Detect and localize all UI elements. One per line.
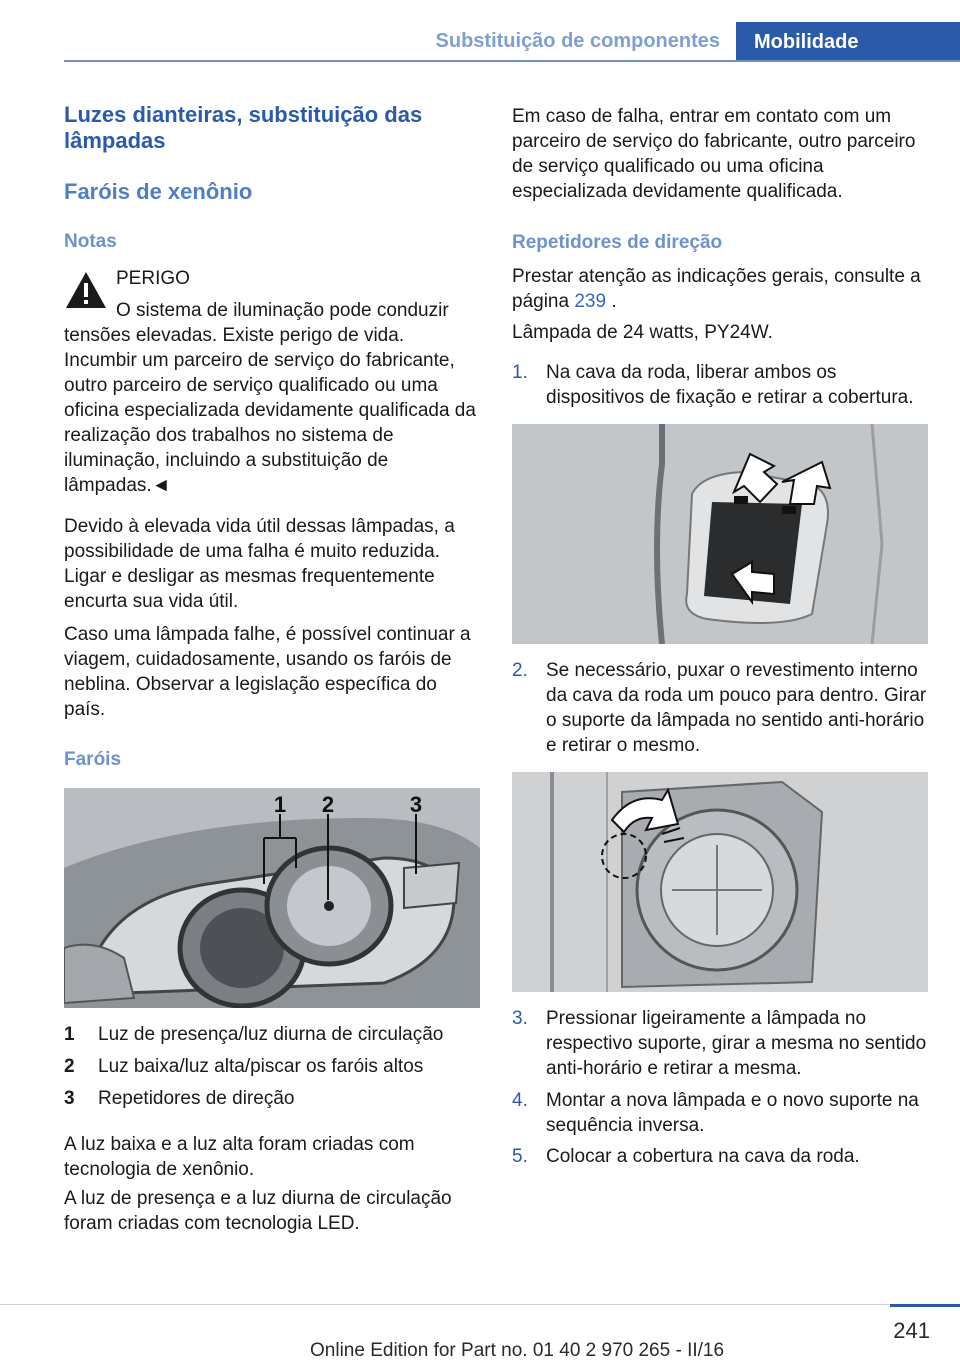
paragraph-fog-lights: Caso uma lâmpada falhe, é possível continuar a viagem, cuidadosamente, usando os faróis de neblina. Observar a legislação específica do país. (64, 624, 471, 720)
paragraph-reference (512, 264, 930, 314)
section-title: Luzes dianteiras, substituição das lâmpadas (64, 102, 423, 153)
step-text: Montar a nova lâmpada e o novo suporte na sequência inversa. (546, 1090, 919, 1136)
footer-rule (0, 1304, 960, 1305)
wheel-arch-illustration (512, 424, 928, 644)
page-reference-link[interactable]: 239 (574, 291, 607, 312)
headlights-heading: Faróis (64, 749, 122, 770)
page-number-rule (890, 1304, 960, 1307)
headlight-figure (64, 788, 480, 1008)
chapter-tab: Mobilidade (736, 22, 960, 62)
turn-signal-heading: Repetidores de direção (512, 232, 723, 253)
subsection-title: Faróis de xenônio (64, 179, 253, 204)
notes-heading: Notas (64, 231, 117, 252)
step-text: Na cava da roda, liberar ambos os dispositivos de fixação e retirar a cobertura. (546, 362, 914, 408)
warning-label: PERIGO (116, 268, 190, 289)
wheel-arch-figure (512, 424, 928, 644)
bulb-holder-illustration (512, 772, 928, 992)
step-number: 4. (512, 1090, 528, 1111)
step-number: 3. (512, 1008, 528, 1029)
legend-number: 2 (64, 1056, 75, 1077)
headlight-illustration (64, 788, 480, 1008)
edition-footer: Online Edition for Part no. 01 40 2 970 265 - II/16 (310, 1340, 725, 1361)
callout-1: 1 (273, 792, 287, 817)
step-text: Se necessário, puxar o revestimento interno da cava da roda um pouco para dentro. Girar o suporte da lâmpada no sentido anti-horário e retirar o mesmo. (546, 660, 927, 756)
header-rule (64, 60, 960, 62)
paragraph-xenon: A luz baixa e a luz alta foram criadas com tecnologia de xenônio. (64, 1134, 415, 1180)
step-text: Colocar a cobertura na cava da roda. (546, 1146, 860, 1167)
paragraph-service: Em caso de falha, entrar em contato com um parceiro de serviço do fabricante, outro parceiro de serviço qualificado ou uma oficina especializada devidamente qualificada. (512, 106, 916, 202)
legend-text: Luz baixa/luz alta/piscar os faróis altos (98, 1056, 424, 1077)
warning-text (64, 298, 482, 498)
legend-text: Repetidores de direção (98, 1088, 295, 1109)
running-header-section: Substituição de componentes (435, 30, 720, 52)
legend-number: 3 (64, 1088, 75, 1109)
bulb-holder-figure (512, 772, 928, 992)
legend-number: 1 (64, 1024, 75, 1045)
step-text: Pressionar ligeiramente a lâmpada no respectivo suporte, girar a mesma no sentido anti-horário e retirar a mesma. (546, 1008, 927, 1079)
step-number: 2. (512, 660, 528, 681)
page-number: 241 (893, 1318, 930, 1343)
callout-3: 3 (409, 792, 423, 817)
step-number: 1. (512, 362, 528, 383)
paragraph-lifespan: Devido à elevada vida útil dessas lâmpadas, a possibilidade de uma falha é muito reduzida. Ligar e desligar as mesmas frequentemente encurta sua vida útil. (64, 516, 455, 612)
legend-text: Luz de presença/luz diurna de circulação (98, 1024, 444, 1045)
step-number: 5. (512, 1146, 528, 1167)
paragraph-led: A luz de presença e a luz diurna de circulação foram criadas com tecnologia LED. (64, 1188, 452, 1234)
callout-2: 2 (321, 792, 335, 817)
reference-text: Prestar atenção as indicações gerais, consulte a página (512, 266, 921, 312)
reference-end: . (606, 291, 617, 312)
lamp-spec: Lâmpada de 24 watts, PY24W. (512, 322, 773, 343)
warning-body: O sistema de iluminação pode conduzir tensões elevadas. Existe perigo de vida. Incumbir um parceiro de serviço do fabricante, outro parceiro de serviço qualificado ou uma oficina especializada devidamente qualificada da realização dos trabalhos no sistema de iluminação, incluindo a substituição de lâmpadas.◄ (64, 300, 476, 496)
